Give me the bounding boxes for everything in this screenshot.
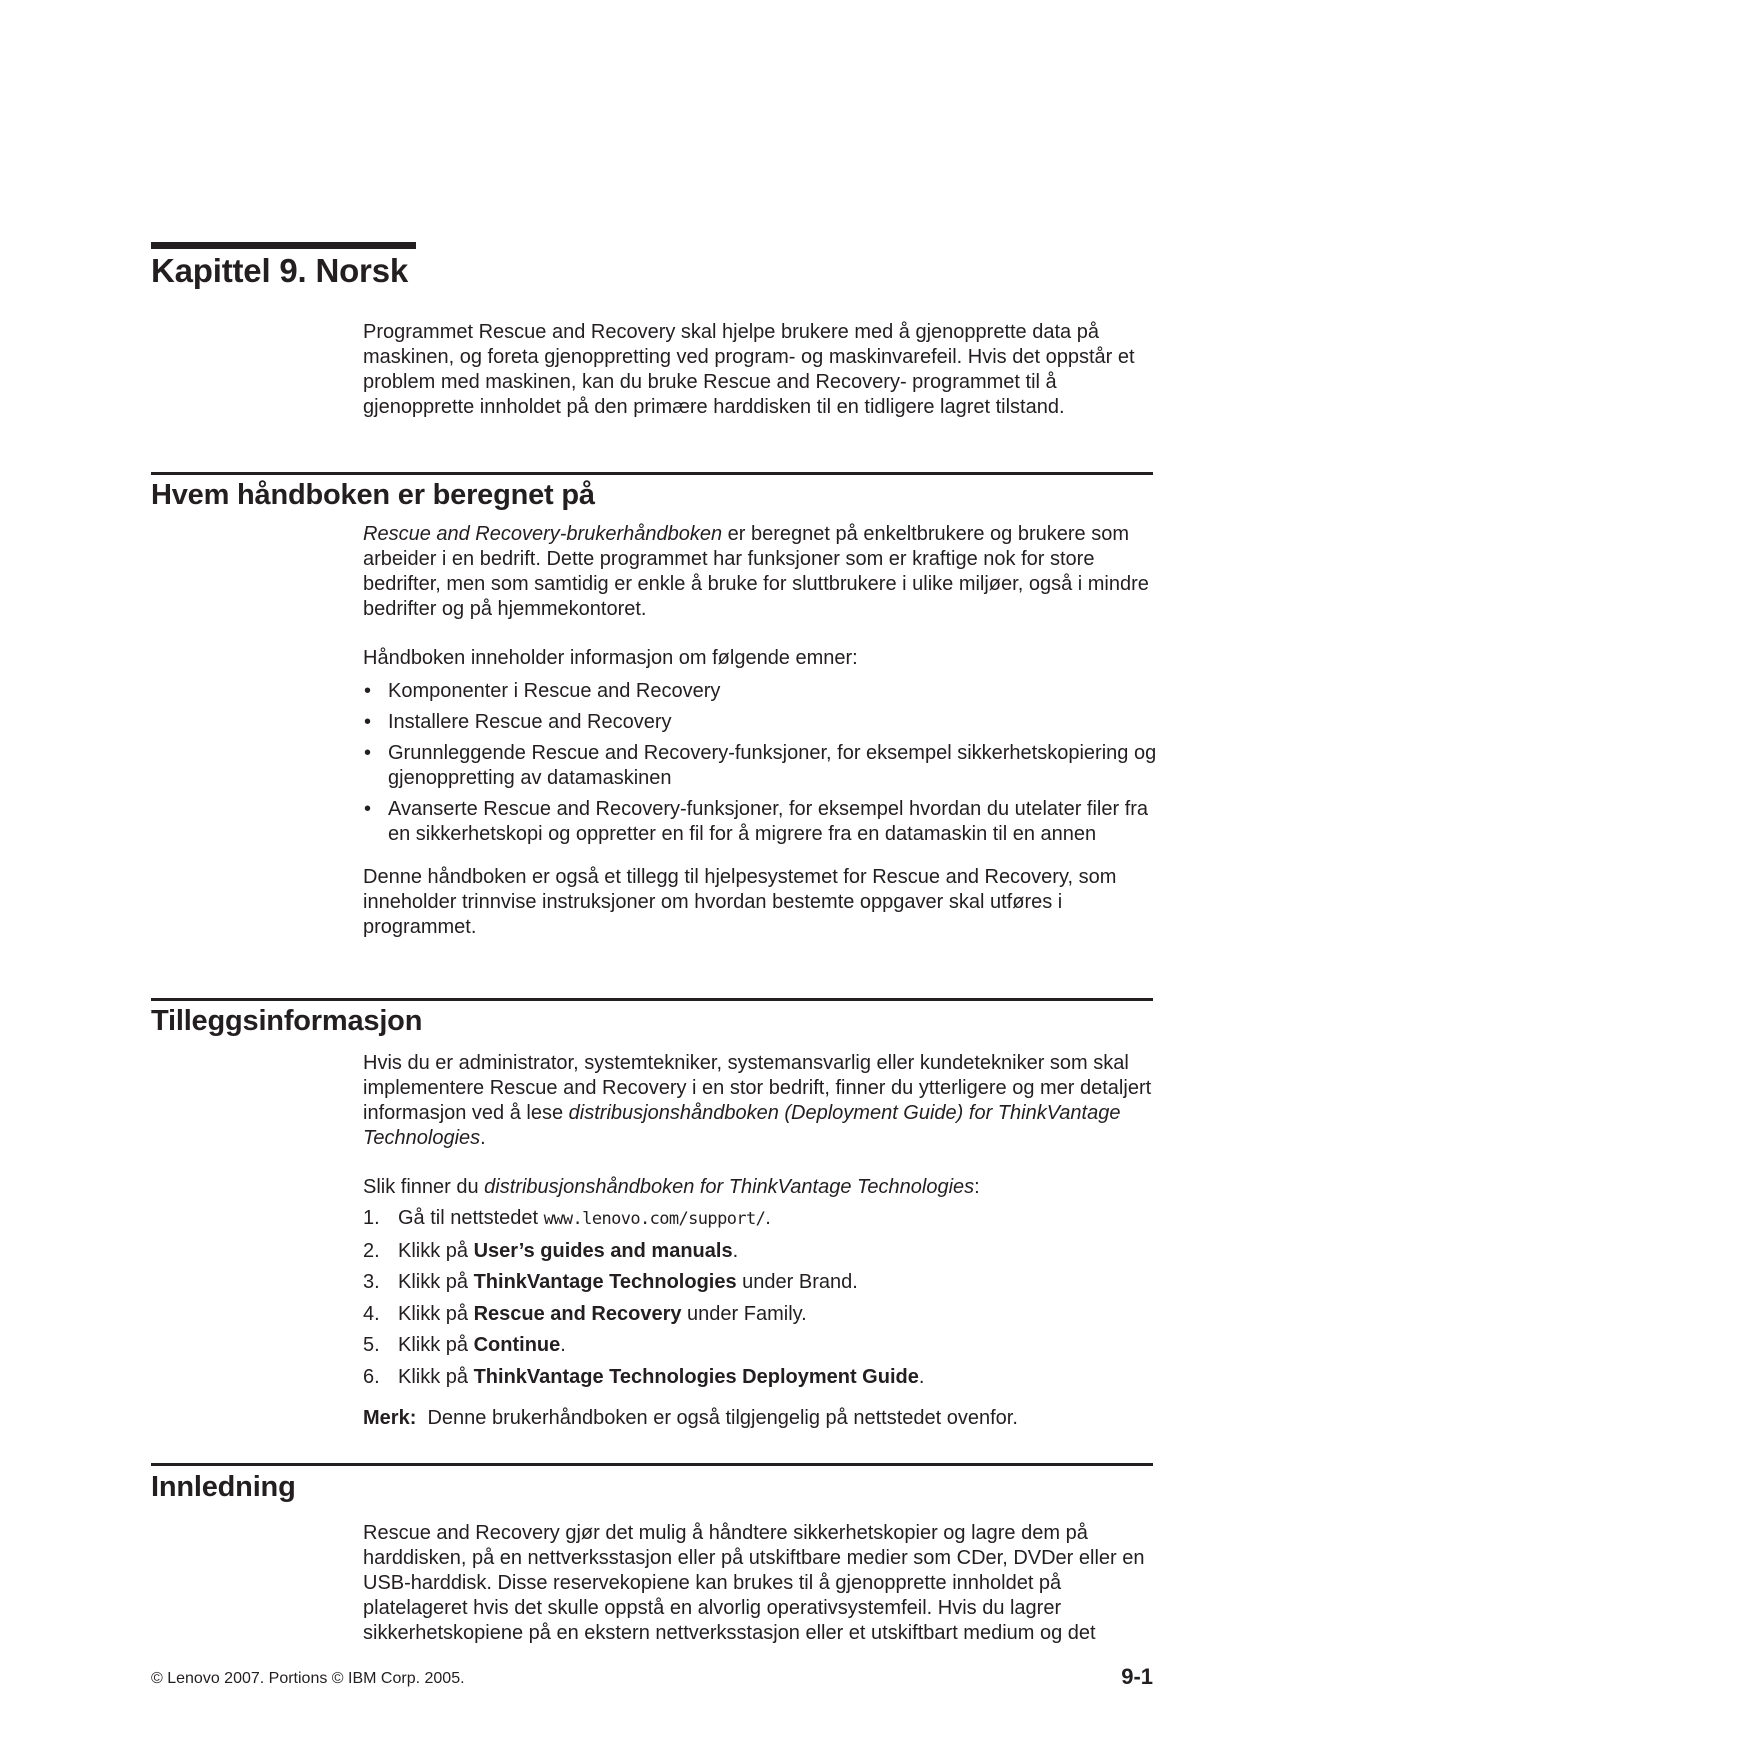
support-url-link[interactable]: www.lenovo.com/support/ [543,1209,766,1229]
introduction-paragraph: Rescue and Recovery gjør det mulig å håndtere sikkerhetskopier og lagre dem på harddisken, på en nettverksstasjon eller på utskiftbare medier som CDer, DVDer eller en USB-harddisk. Disse reservekopiene kan brukes til å gjenopprette innholdet på platelageret hvis det skulle oppstå en alvorlig operativsystemfeil. Hvis du lagrer sikkerhetskopiene på en ekstern nettverksstasjon eller et utskiftbart medium og det [363,1522,1145,1644]
page-number: 9-1 [1121,1664,1153,1689]
list-item: • Komponenter i Rescue and Recovery [364,680,721,702]
list-intro: Håndboken inneholder informasjon om følgende emner: [363,647,858,669]
audience-paragraph: Rescue and Recovery-brukerhåndboken er beregnet på enkeltbrukere og brukere som arbeider i en bedrift. Dette programmet har funksjoner som er kraftige nok for store bedrifter, men som samtidig er enkle å bruke for sluttbrukere i ulike miljøer, også i mindre bedrifter og på hjemmekontoret. [363,523,1149,620]
note: Merk: Denne brukerhåndboken er også tilgjengelig på nettstedet ovenfor. [363,1406,1018,1429]
topic-list [363,679,1163,847]
step-item: 5. Klikk på Continue. [363,1334,566,1356]
footer-copyright: © Lenovo 2007. Portions © IBM Corp. 2005. [151,1670,465,1687]
section-body-audience [363,522,1163,940]
step-item: 4. Klikk på Rescue and Recovery under Family. [363,1302,807,1325]
note-label: Merk: [363,1406,417,1429]
section-rule [151,998,1153,1001]
list-item: • Grunnleggende Rescue and Recovery-funksjoner, for eksempel sikkerhetskopiering og gjenoppretting av datamaskinen [364,742,1157,789]
section-title-audience: Hvem håndboken er beregnet på [151,479,595,511]
step-item: 3. Klikk på ThinkVantage Technologies under Brand. [363,1271,858,1293]
list-item: • Installere Rescue and Recovery [364,711,672,733]
additional-info-paragraph: Hvis du er administrator, systemtekniker, systemansvarlig eller kundetekniker som skal implementere Rescue and Recovery i en stor bedrift, finner du ytterligere og mer detaljert informasjon ved å lese distribusjonshåndboken (Deployment Guide) for ThinkVantage Technologies. [363,1052,1152,1149]
chapter-rule [151,242,416,249]
section-title-additional-info: Tilleggsinformasjon [151,1005,423,1037]
section-rule [151,1463,1153,1466]
list-item: • Avanserte Rescue and Recovery-funksjoner, for eksempel hvordan du utelater filer fra en sikkerhetskopi og oppretter en fil for å migrere fra en datamaskin til en annen [364,798,1149,845]
step-item: 2. Klikk på User’s guides and manuals. [363,1239,739,1262]
chapter-intro [363,320,1163,420]
step-item: 6. Klikk på ThinkVantage Technologies Deployment Guide. [363,1365,925,1388]
section-rule [151,472,1153,475]
guide-title: Rescue and Recovery-brukerhåndboken [363,523,723,545]
step-item: 1. Gå til nettstedet www.lenovo.com/support/. [363,1207,771,1229]
chapter-title: Kapittel 9. Norsk [151,252,409,289]
steps-list [363,1206,1163,1390]
section-title-introduction: Innledning [151,1471,296,1503]
closing-paragraph: Denne håndboken er også et tillegg til hjelpesystemet for Rescue and Recovery, som inneholder trinnvise instruksjoner om hvordan bestemte oppgaver skal utføres i programmet. [363,866,1117,938]
chapter-intro-text: Programmet Rescue and Recovery skal hjelpe brukere med å gjenopprette data på maskinen, og foreta gjenoppretting ved program- og maskinvarefeil. Hvis det oppstår et problem med maskinen, kan du bruke Rescue and Recovery- programmet til å gjenopprette innholdet på den primære harddisken til en tidligere lagret tilstand. [363,321,1135,418]
section-body-additional-info [363,1051,1163,1431]
find-guide-intro: Slik finner du distribusjonshåndboken for ThinkVantage Technologies: [363,1176,980,1198]
section-body-introduction [363,1521,1163,1646]
